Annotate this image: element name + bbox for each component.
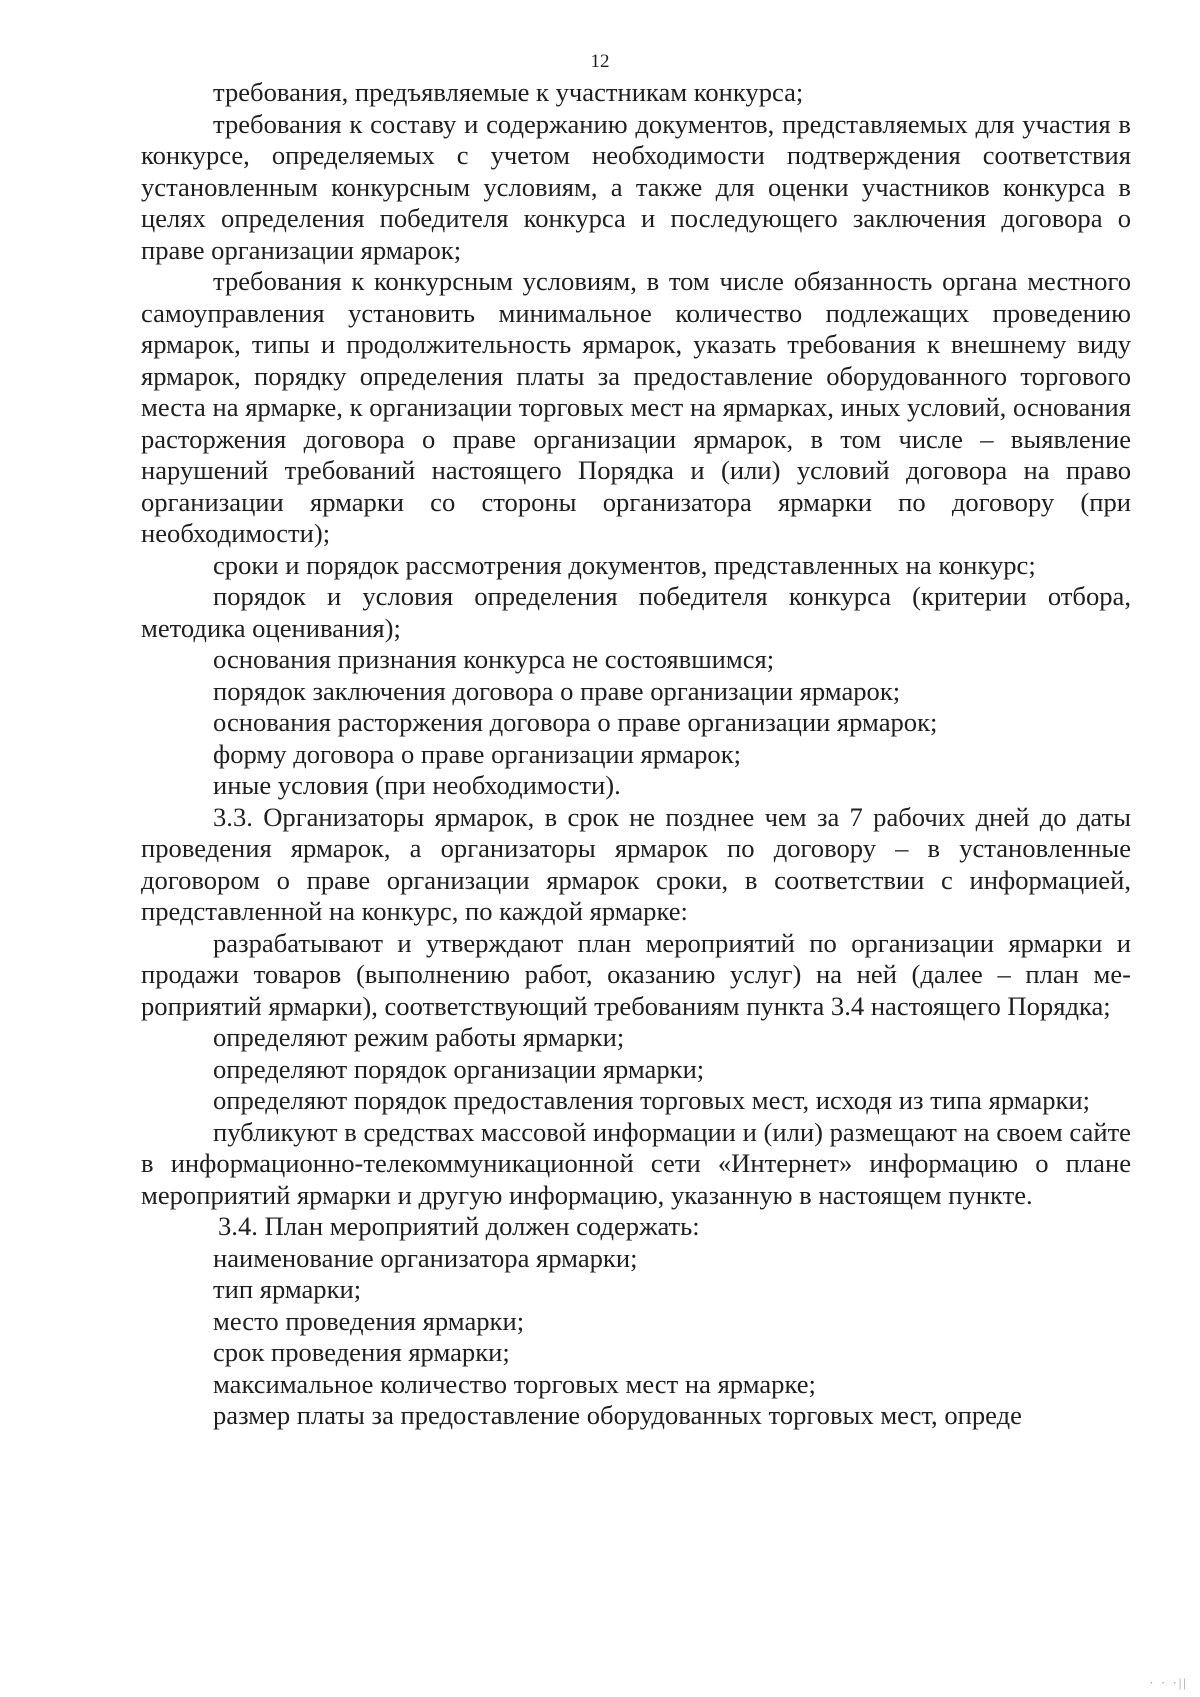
- paragraph: тип ярмарки;: [213, 1274, 362, 1304]
- paragraph: форму договора о праве организации ярмарок;: [213, 738, 742, 769]
- page-number: 12: [590, 51, 610, 72]
- section-3-3-paragraph: 3.3. Организаторы ярмарок, в срок не позднее чем за 7 рабочих дней до даты проведения ярмарок, а организаторы ярмарок по договору – в установленные договором о праве организации ярмарок сроки, в соответствии с информацией, представленной на конкурс, по каждой ярмарке:: [141, 801, 1131, 926]
- paragraph: наименование организатора ярмарки;: [213, 1242, 638, 1273]
- paragraph: сроки и порядок рассмотрения документов, представленных на конкурс;: [213, 549, 1036, 580]
- paragraph: разрабатывают и утверждают план мероприятий по организации ярмарки и продажи товаров (выполнению работ, оказанию услуг) на ней (далее – план мероприятий ярмарки), соответствующий требованиям пункта 3.4 настоящего Порядка;: [141, 927, 1131, 1021]
- document-body: [141, 77, 1131, 1432]
- paragraph: определяют порядок предоставления торговых мест, исходя из типа ярмарки;: [213, 1085, 1091, 1115]
- paragraph: требования к конкурсным условиям, в том числе обязанность органа местного самоуправления установить минимальное количество подлежащих проведению ярмарок, типы и продолжительность ярмарок, указать требования к внешнему виду ярмарок, порядку определения платы за предоставление оборудованного торгового места на ярмарке, к организации торговых мест на ярмарках, иных условий, основания расторжения договора о праве организации ярмарок, в том числе – выявление нарушений требований настоящего Порядка и (или) условий договора на право организации ярмарки со стороны организатора ярмарки по договору (при необходимости);: [141, 266, 1131, 548]
- paragraph: срок проведения ярмарки;: [213, 1337, 510, 1367]
- scan-artifact-marks: · · ·||: [1149, 1675, 1188, 1690]
- paragraph: определяют порядок организации ярмарки;: [213, 1053, 705, 1084]
- paragraph: порядок и условия определения победителя конкурса (критерии отбора, методика оценивания);: [141, 581, 1131, 643]
- paragraph: требования к составу и содержанию документов, представляемых для участия в конкурсе, определяемых с учетом необходимости подтверждения соответствия установленным конкурсным условиям, а также для оценки участников конкурса в целях определения победителя конкурса и последующего заключения договора о праве организации ярмарок;: [141, 108, 1131, 265]
- paragraph: требования, предъявляемые к участникам конкурса;: [213, 77, 804, 107]
- section-3-4-heading: 3.4. План мероприятий должен содержать:: [218, 1211, 700, 1241]
- paragraph: иные условия (при необходимости).: [213, 770, 621, 800]
- paragraph: основания признания конкурса не состоявшимся;: [213, 644, 775, 674]
- paragraph: максимальное количество торговых мест на ярмарке;: [213, 1368, 816, 1399]
- paragraph: место проведения ярмарки;: [213, 1305, 525, 1336]
- paragraph: определяют режим работы ярмарки;: [213, 1022, 625, 1052]
- paragraph: публикуют в средствах массовой информации и (или) размещают на своем сайте в информационно-телекоммуникационной сети «Интернет» информацию о плане мероприятий ярмарки и другую информацию, указанную в настоящем пункте.: [141, 1116, 1131, 1210]
- paragraph: основания расторжения договора о праве организации ярмарок;: [213, 707, 938, 737]
- paragraph: размер платы за предоставление оборудованных торговых мест, опреде: [213, 1400, 1022, 1430]
- paragraph: порядок заключения договора о праве организации ярмарок;: [213, 675, 901, 706]
